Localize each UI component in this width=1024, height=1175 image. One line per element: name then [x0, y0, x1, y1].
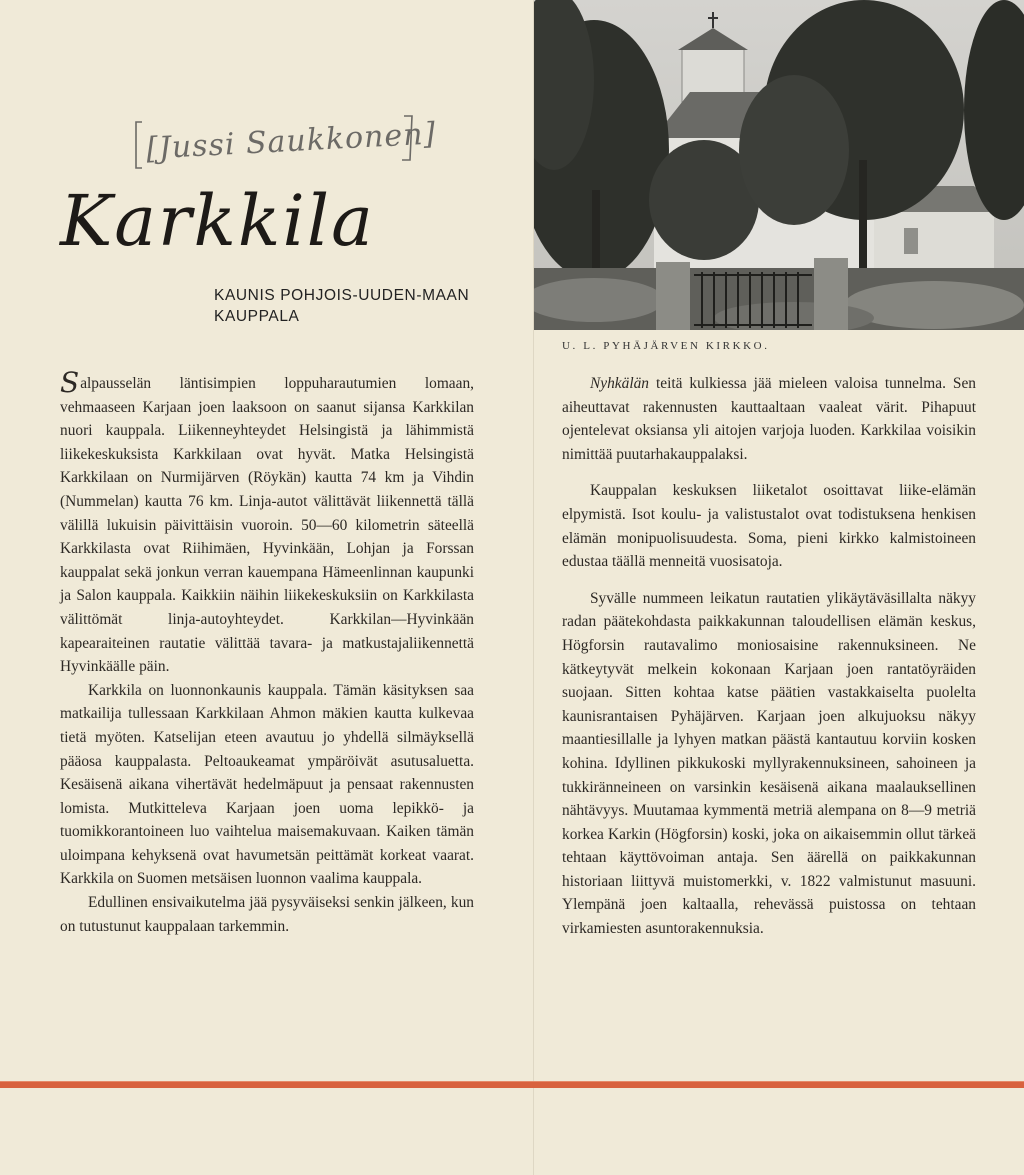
page-subtitle: KAUNIS POHJOIS-UUDEN-MAAN KAUPPALA: [214, 287, 470, 325]
church-photo: [534, 0, 1024, 330]
left-paragraph-2: Karkkila on luonnonkaunis kauppala. Tämän käsityksen saa matkailija tullessaan Karkkilaan Ahmon mäkien kautta kulkevaa tietä myöten. Katselijan eteen avautuu jo yhdellä silmäyksellä pääosa kauppalasta. Peltoaukeamat ympäröivät asutusaluetta. Kesäisenä aikana vihertävät hedelmäpuut ja pensaat rakennusten lomista. Mutkitteleva Karjaan joen uoma lepikkö- ja tuomikkorantoineen luo vaihtelua maisemakuvaan. Kaiken tämän uloimpana kehyksenä ovat havumetsän peittämät korkeat vaarat. Karkkila on Suomen metsäisen luonnon vaalima kauppala.: [60, 681, 474, 888]
initial-letter: S: [60, 366, 80, 399]
page-title: Karkkila: [60, 180, 375, 262]
left-paragraph-3: Edullinen ensivaikutelma jää pysyväiseksi senkin jälkeen, kun on tutustunut kauppalaan tarkemmin.: [60, 894, 474, 935]
handwritten-text: [Jussi Saukkonen]: [145, 116, 437, 167]
right-paragraph-3: Syvälle nummeen leikatun rautatien ylikäytäväsillalta näkyy radan päätekohdasta paikkakunnan taloudellisen elämän keskus, Högforsin rautavalimo moniosaisine rakennuksineen. Ne kätkeytyvät melkein kokonaan Karjaan joen rantatöyräiden suojaan. Sitten kohtaa katse päätien vastakkaiselta puolelta kaunisrantaisen Pyhäjärven. Karjaan joen alkujuoksu näkyy maantiesillalle ja lyhyen matkan päästä kantautuu korviin kosken kohina. Idyllinen pikkukoski myllyrakennuksineen, sahoineen ja tukkiränneineen on varsinkin kesäisenä aikana maalauksellinen nähtävyys. Muutamaa kymmentä metriä alempana on 8—9 metriä korkea Karkin (Högforsin) koski, joka on aikaisemmin ollut tärkeä tehtaan käyttövoiman antaja. Sen äärellä on paikkakunnan historiaan liittyvä muistomerkki, v. 1822 valmistunut masuuni. Ylempänä joen kaltaalla, rehevässä puistossa on tehtaan virkamiesten asuntorakennuksia.: [562, 589, 976, 938]
photo-caption: U. L. PYHÄJÄRVEN KIRKKO.: [562, 340, 770, 352]
church-illustration: [534, 0, 1024, 330]
right-paragraph-1-italic: Nyhkälän: [590, 375, 649, 392]
right-paragraph-2: Kauppalan keskuksen liiketalot osoittavat liike-elämän elpymistä. Isot koulu- ja valistustalot ovat todistuksena henkisen elämän monipuolisuudesta. Soma, pieni kirkko kalmistoineen edustaa täällä menneitä vuosisatoja.: [562, 482, 976, 571]
right-paragraph-1-text: teitä kulkiessa jää mieleen valoisa tunnelma. Sen aiheuttavat rakennusten kauttaaltaan vaaleat värit. Pihapuut ojentelevat oksiansa yli aitojen varjoja luoden. Karkkilaa voisikin nimittää puutarhakauppalaksi.: [562, 375, 976, 463]
left-column: [60, 366, 474, 938]
left-paragraph-1-text: alpausselän läntisimpien loppuharautumien lomaan, vehmaaseen Karjaan joen laaksoon on saanut sijansa Karkkilan nuori kauppala. Liikenneyhteydet Helsingistä ja lähimmistä liikekeskuksista Karkkilaan ovat hyvät. Matka Helsingistä Karkkilaan on Nurmijärven (Röykän) kautta 74 km ja Vihdin (Nummelan) kautta 76 km. Linja-autot välittävät liikennettä tällä välillä lukuisin päivittäisin vuoroin. 50—60 kilometrin säteellä Karkkilasta ovat Riihimäen, Hyvinkään, Lohjan ja Forssan kauppalat sekä jonkun verran kauempana Hämeenlinnan kaupunki ja Salon kauppala. Kaikkiin näihin liikekeskuksiin on Karkkilasta välittömät linja-autoyhteydet. Karkkilan—Hyvinkään kapearaiteinen rautatie välittää tavara- ja matkustajaliikennettä Hyvinkäälle päin.: [60, 375, 474, 676]
handwritten-annotation: [128, 108, 437, 178]
right-paragraph-1: [562, 372, 976, 466]
left-paragraph-1: [60, 366, 474, 679]
bottom-accent-rule: [0, 1081, 1024, 1088]
right-column: [562, 372, 976, 941]
